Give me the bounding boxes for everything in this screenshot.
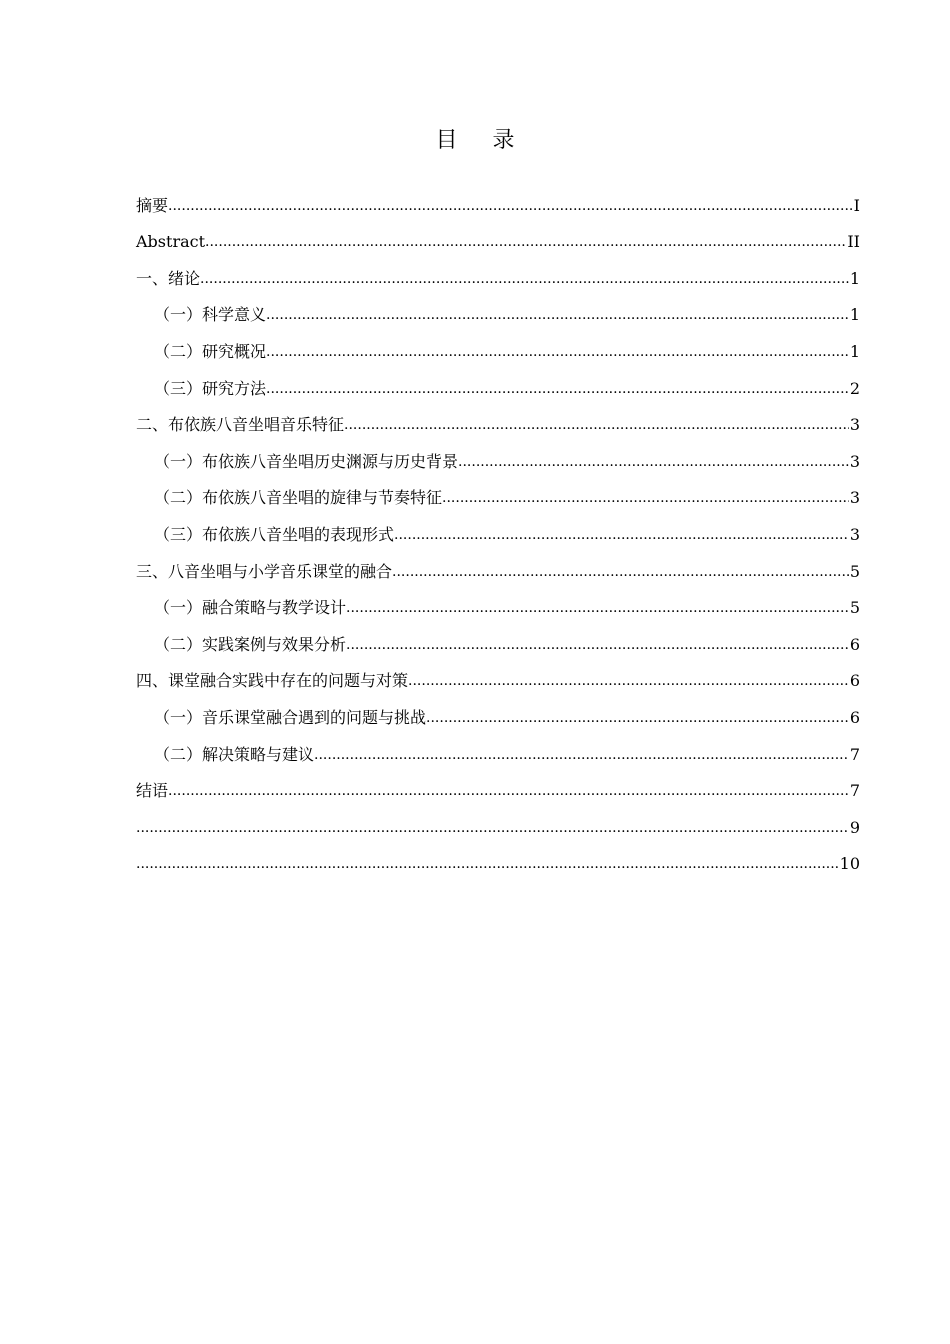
toc-entry-page: 3: [849, 524, 860, 544]
toc-leader-dots: [136, 818, 849, 838]
toc-leader-dots: [266, 305, 849, 325]
toc-entry-label: 结语: [136, 781, 169, 801]
toc-entry-page: 6: [849, 671, 860, 691]
toc-entry[interactable]: [136, 590, 860, 627]
toc-entry-label: 四、课堂融合实践中存在的问题与对策: [136, 671, 409, 691]
toc-entry[interactable]: [136, 699, 860, 736]
toc-entry[interactable]: [136, 736, 860, 773]
toc-entry[interactable]: [136, 516, 860, 553]
toc-entry[interactable]: [136, 370, 860, 407]
toc-entry[interactable]: [136, 553, 860, 590]
toc-entry[interactable]: [136, 407, 860, 444]
toc-leader-dots: [344, 415, 849, 435]
toc-entry-label: （二）实践案例与效果分析: [154, 634, 347, 654]
toc-leader-dots: [442, 488, 849, 508]
toc-entry-label: （一）科学意义: [154, 305, 267, 325]
toc-entry-label: （二）解决策略与建议: [154, 744, 315, 764]
toc-entry[interactable]: [136, 773, 860, 810]
toc-entry[interactable]: [136, 480, 860, 517]
toc-entry-page: 1: [849, 341, 860, 361]
toc-entry[interactable]: [136, 333, 860, 370]
toc-entry-label: （三）布依族八音坐唱的表现形式: [154, 524, 395, 544]
toc-entry-label: 三、八音坐唱与小学音乐课堂的融合: [136, 561, 393, 581]
toc-entry[interactable]: [136, 260, 860, 297]
toc-entry-label: （一）音乐课堂融合遇到的问题与挑战: [154, 707, 427, 727]
toc-title: 目 录: [435, 128, 529, 153]
toc-entry[interactable]: [136, 297, 860, 334]
toc-entry[interactable]: [136, 809, 860, 846]
toc-entry-page: 2: [849, 378, 860, 398]
toc-leader-dots: [266, 342, 849, 362]
toc-entry-page: 9: [849, 817, 860, 837]
toc-entry-label: （二）研究概况: [154, 341, 267, 361]
toc-entry-label: （二）布依族八音坐唱的旋律与节奏特征: [154, 488, 443, 508]
toc-entry-page: 7: [849, 781, 860, 801]
toc-entry[interactable]: [136, 224, 860, 261]
toc-entry-page: 6: [849, 707, 860, 727]
toc-entry-page: 10: [839, 854, 860, 874]
toc-leader-dots: [136, 854, 839, 874]
toc-entry-page: 1: [849, 305, 860, 325]
toc-entry-page: 5: [849, 561, 860, 581]
toc-entry-page: 6: [849, 634, 860, 654]
toc-entry-label: 二、布依族八音坐唱音乐特征: [136, 415, 345, 435]
toc-entry-label: （一）布依族八音坐唱历史渊源与历史背景: [154, 451, 459, 471]
toc-leader-dots: [168, 781, 849, 801]
toc-entry-page: I: [853, 195, 860, 215]
toc-entry-page: 3: [849, 451, 860, 471]
toc-leader-dots: [346, 598, 849, 618]
toc-leader-dots: [392, 562, 849, 582]
toc-entry-label: （一）融合策略与教学设计: [154, 598, 347, 618]
toc-entry[interactable]: [136, 443, 860, 480]
toc-entry-page: 3: [849, 488, 860, 508]
toc-entry-page: 3: [849, 415, 860, 435]
toc-entry[interactable]: [136, 626, 860, 663]
toc-leader-dots: [458, 452, 849, 472]
toc-entry-page: 1: [849, 268, 860, 288]
toc-entry-label: Abstract: [136, 232, 206, 252]
toc-leader-dots: [205, 232, 846, 252]
toc-entry-page: 7: [849, 744, 860, 764]
toc-entry[interactable]: [136, 187, 860, 224]
toc-leader-dots: [168, 196, 853, 216]
toc-entry-label: 摘要: [136, 195, 169, 215]
toc-entry-page: 5: [849, 598, 860, 618]
toc-entry-page: II: [847, 232, 860, 252]
table-of-contents: [136, 187, 860, 882]
toc-leader-dots: [200, 269, 849, 289]
toc-leader-dots: [426, 708, 849, 728]
toc-leader-dots: [394, 525, 849, 545]
toc-leader-dots: [346, 635, 849, 655]
toc-entry-label: （三）研究方法: [154, 378, 267, 398]
toc-entry-label: 一、绪论: [136, 268, 201, 288]
toc-leader-dots: [266, 379, 849, 399]
toc-leader-dots: [314, 745, 849, 765]
toc-entry[interactable]: [136, 846, 860, 883]
toc-leader-dots: [408, 671, 849, 691]
toc-entry[interactable]: [136, 663, 860, 700]
